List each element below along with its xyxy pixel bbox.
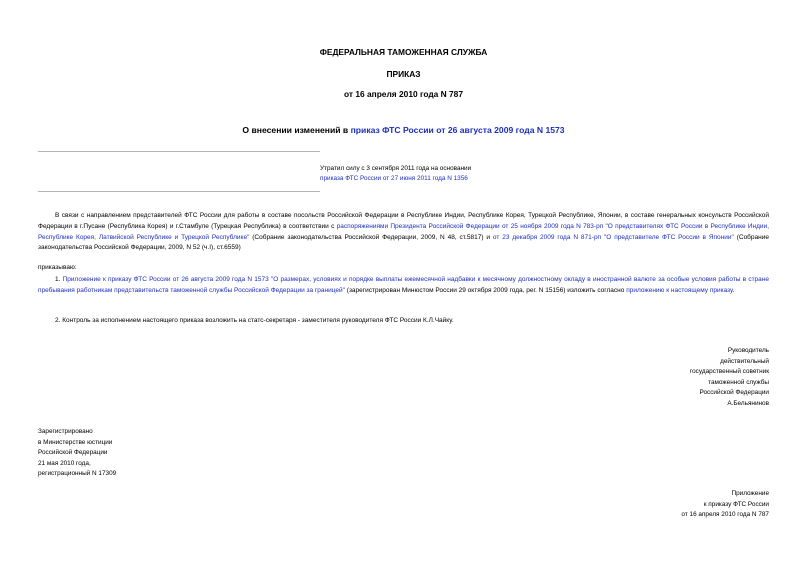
signature-line: А.Бельянинов: [727, 399, 769, 407]
preamble-text-2: (Собрание законодательства Российской Федерации, 2009, N 48, ст.5817) и: [249, 233, 493, 241]
registration-line: 21 мая 2010 года,: [38, 459, 91, 467]
signature-line: государственный советник: [689, 368, 769, 376]
preamble-link-783-rp[interactable]: распоряжениями Президента Российской Федерации от 25 ноября 2009 года N 783-рп "О представителях ФТС России в Республике Индии, Республике Корея, Латвийской Республике и Турецкой Республике": [38, 222, 769, 241]
item-1-text-1: (зарегистрирован Минюстом России 29 октября 2009 года, рег. N 15156) изложить согласно: [344, 286, 627, 294]
appendix-line: от 16 апреля 2010 года N 787: [681, 511, 769, 519]
preamble-paragraph: [38, 211, 769, 254]
order-item-2: 2. Контроль за исполнением настоящего приказа возложить на статс-секретаря - заместителя руководителя ФТС России К.Л.Чайку.: [55, 317, 454, 324]
document-title: [0, 125, 807, 135]
registration-line: Зарегистрировано: [38, 428, 93, 435]
appendix-block: [681, 489, 769, 521]
agency-name: ФЕДЕРАЛЬНАЯ ТАМОЖЕННАЯ СЛУЖБА: [319, 47, 488, 57]
preamble-text-3: (Собрание законодательства Российской Федерации, 2009, N 52 (ч.I), ст.6559): [38, 233, 769, 252]
status-note-link[interactable]: приказа ФТС России от 27 июня 2011 года N 1356: [320, 175, 468, 182]
preamble-link-871-rp[interactable]: от 23 декабря 2009 года N 871-рп "О представителе ФТС России в Японии": [492, 233, 734, 241]
signature-line: таможенной службы: [708, 378, 769, 386]
document-type: ПРИКАЗ: [386, 69, 421, 79]
document-date-number: от 16 апреля 2010 года N 787: [344, 89, 463, 99]
item-1-text-2: .: [732, 286, 735, 294]
appendix-line: Приложение: [731, 490, 769, 497]
preamble-text-1: В связи с направлением представителей ФТС России для работы в составе посольств Российской Федерации в Республике Индии, Республике Корея, Турецкой Республике, Японии, в составе генеральных консульств Российской Федерации в г.Пусане (Республика Корея) и г.Стамбуле (Турецкая Республика) в соответствии с: [38, 212, 769, 230]
item-1-link-appendix-1573[interactable]: Приложение к приказу ФТС России от 26 августа 2009 года N 1573 "О размерах, условиях и порядке выплаты ежемесячной надбавки к месячному должностному окладу в иностранной валюте за особые условия работы в стране пребывания работникам представительств таможенной службы Российской Федерации за границей": [38, 276, 769, 294]
top-rule: [38, 151, 320, 152]
item-1-number: 1.: [55, 276, 63, 283]
order-word: приказываю:: [38, 264, 77, 271]
status-note-text: Утратил силу с 3 сентября 2011 года на основании: [320, 165, 472, 172]
title-prefix: О внесении изменений в: [242, 125, 351, 135]
appendix-line: к приказу ФТС России: [703, 500, 769, 508]
registration-block: [38, 427, 116, 480]
registration-line: Российской Федерации: [38, 449, 108, 457]
signature-block: [690, 346, 769, 410]
item-1-link-appendix[interactable]: приложению к настоящему приказу: [626, 286, 733, 294]
signature-line: Российской Федерации: [699, 389, 769, 397]
status-note: [320, 164, 471, 184]
registration-line: в Министерстве юстиции: [38, 438, 113, 446]
signature-line: Руководитель: [727, 347, 769, 354]
signature-line: действительный: [720, 357, 769, 365]
bottom-rule: [38, 191, 320, 192]
registration-line: регистрационный N 17309: [38, 470, 117, 478]
order-item-1: [38, 275, 769, 297]
title-link-order-1573[interactable]: приказ ФТС России от 26 августа 2009 года N 1573: [350, 125, 565, 135]
